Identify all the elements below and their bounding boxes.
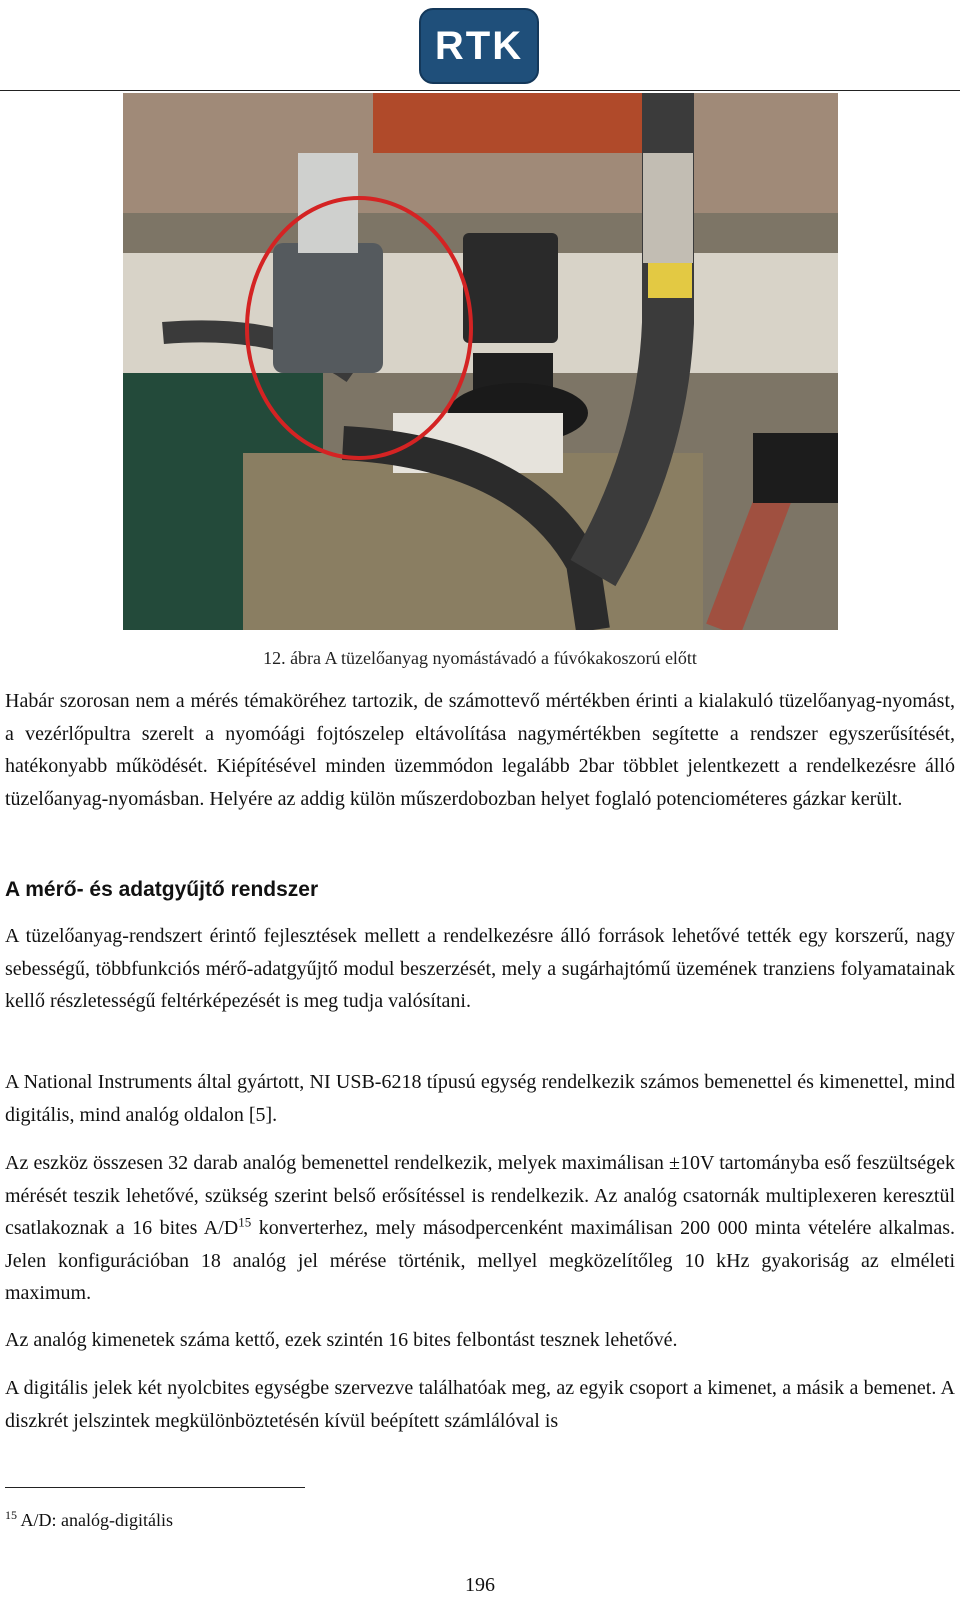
section-heading: A mérő- és adatgyűjtő rendszer (5, 878, 319, 901)
footnote-text: A/D: analóg-digitális (20, 1510, 173, 1530)
paragraph-6: A digitális jelek két nyolcbites egységbe szervezve találhatóak meg, az egyik csoport a kimenet, a másik a bemenet. A diszkrét jelszintek megkülönböztetésén kívül beépített számlálóval is (5, 1377, 955, 1432)
footnote (5, 1510, 173, 1531)
rtk-logo (419, 8, 539, 84)
paragraph-4-part-2: konverterhez, mely másodpercenként maximálisan 200 000 minta vételére alkalmas. Jelen konfigurációban 18 analóg jel mérése történik, mellyel megközelítőleg 10 kHz gyakoriság az elméleti maximum. (5, 1217, 955, 1304)
figure-photo (123, 93, 838, 630)
figure-caption: 12. ábra A tüzelőanyag nyomástávadó a fúvókakoszorú előtt (263, 648, 697, 668)
footnote-reference[interactable]: 15 (238, 1214, 252, 1230)
footnote-number: 15 (5, 1508, 17, 1522)
paragraph-2: A tüzelőanyag-rendszert érintő fejlesztések mellett a rendelkezésre álló források lehetővé tették egy korszerű, nagy sebességű, többfunkciós mérő-adatgyűjtő modul beszerzését, mely a sugárhajtómű üzemének tranziens folyamatainak kellő részletességű feltérképezését is meg tudja valósítani. (5, 925, 955, 1012)
footnote-divider (5, 1487, 305, 1488)
paragraph-4-part-1: Az eszköz összesen 32 darab analóg bemenettel rendelkezik, melyek maximálisan ±10V tartományba eső feszültségek mérését teszik lehetővé, szükség szerint belső erősítéssel is rendelkezik. Az analóg csatornák multiplexeren keresztül csatlakoznak a 16 bites A/D (5, 1152, 955, 1239)
header-divider (0, 90, 960, 91)
paragraph-1: Habár szorosan nem a mérés témaköréhez tartozik, de számottevő mértékben érinti a kialakuló tüzelőanyag-nyomást, a vezérlőpultra szerelt a nyomóági fojtószelep eltávolítása nagymértékben segítette a rendszer egyszerűsítését, hatékonyabb működését. Kiépítésével minden üzemmódon legalább 2bar többlet jelentkezett a rendelkezésre álló tüzelőanyag-nyomásban. Helyére az addig külön műszerdobozban helyet foglaló potenciométeres gázkar került. (5, 690, 955, 810)
paragraph-5: Az analóg kimenetek száma kettő, ezek szintén 16 bites felbontást tesznek lehetővé. (5, 1329, 678, 1351)
logo-text: RTK (434, 23, 524, 68)
paragraph-3: A National Instruments által gyártott, NI USB-6218 típusú egység rendelkezik számos bemenettel és kimenettel, mind digitális, mind analóg oldalon [5]. (5, 1071, 955, 1126)
page-number: 196 (465, 1574, 495, 1596)
paragraph-4 (5, 1147, 955, 1310)
